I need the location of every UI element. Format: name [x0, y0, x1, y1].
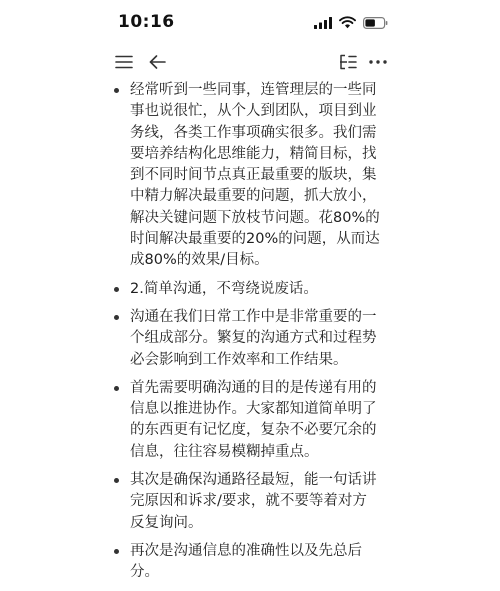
battery-icon — [363, 14, 388, 33]
status-time: 10:16 — [118, 12, 175, 32]
wifi-icon — [339, 14, 356, 33]
list-item — [0, 279, 380, 300]
list-item — [0, 80, 380, 272]
cellular-signal-icon — [314, 14, 332, 33]
bullet-list — [0, 80, 500, 584]
list-item — [0, 541, 380, 584]
toc-icon[interactable] — [334, 48, 362, 76]
article-content — [0, 80, 500, 591]
bullet-dot — [114, 88, 119, 93]
list-item — [0, 307, 380, 371]
bullet-dot — [114, 287, 119, 292]
bullet-dot — [114, 549, 119, 554]
status-bar — [0, 0, 500, 44]
list-item-text: 首先需要明确沟通的目的是传递有用的信息以推进协作。大家都知道简单明了的东西更有记忆度，复杂不必要冗余的信息，往往容易模糊掉重点。 — [130, 379, 377, 460]
list-item-text: 经常听到一些同事，连管理层的一些同事也说很忙，从个人到团队，项目到业务线，各类工作事项确实很多。我们需要培养结构化思维能力，精简目标，找到不同时间节点真正最重要的版块，集中精力解决最重要的问题，抓大放小，解决关键问题下放枝节问题。花80%的时间解决最重要的20%的问题，从而达成80%的效果/目标。 — [130, 82, 380, 269]
list-item — [0, 470, 380, 534]
menu-icon[interactable] — [110, 48, 138, 76]
list-item-text: 沟通在我们日常工作中是非常重要的一个组成部分。繁复的沟通方式和过程势必会影响到工作效率和工作结果。 — [130, 308, 377, 368]
bullet-dot — [114, 315, 119, 320]
bullet-dot — [114, 478, 119, 483]
back-arrow-icon[interactable] — [143, 48, 171, 76]
list-item-text: 再次是沟通信息的准确性以及先总后分。 — [130, 542, 362, 581]
list-item — [0, 378, 380, 463]
list-item-text: 其次是确保沟通路径最短，能一句话讲完原因和诉求/要求，就不要等着对方反复询问。 — [130, 472, 377, 531]
list-item-text: 2.简单沟通，不弯绕说废话。 — [130, 280, 318, 297]
more-icon[interactable] — [364, 48, 392, 76]
bullet-dot — [114, 386, 119, 391]
toolbar — [0, 44, 500, 80]
status-icons — [314, 14, 388, 32]
